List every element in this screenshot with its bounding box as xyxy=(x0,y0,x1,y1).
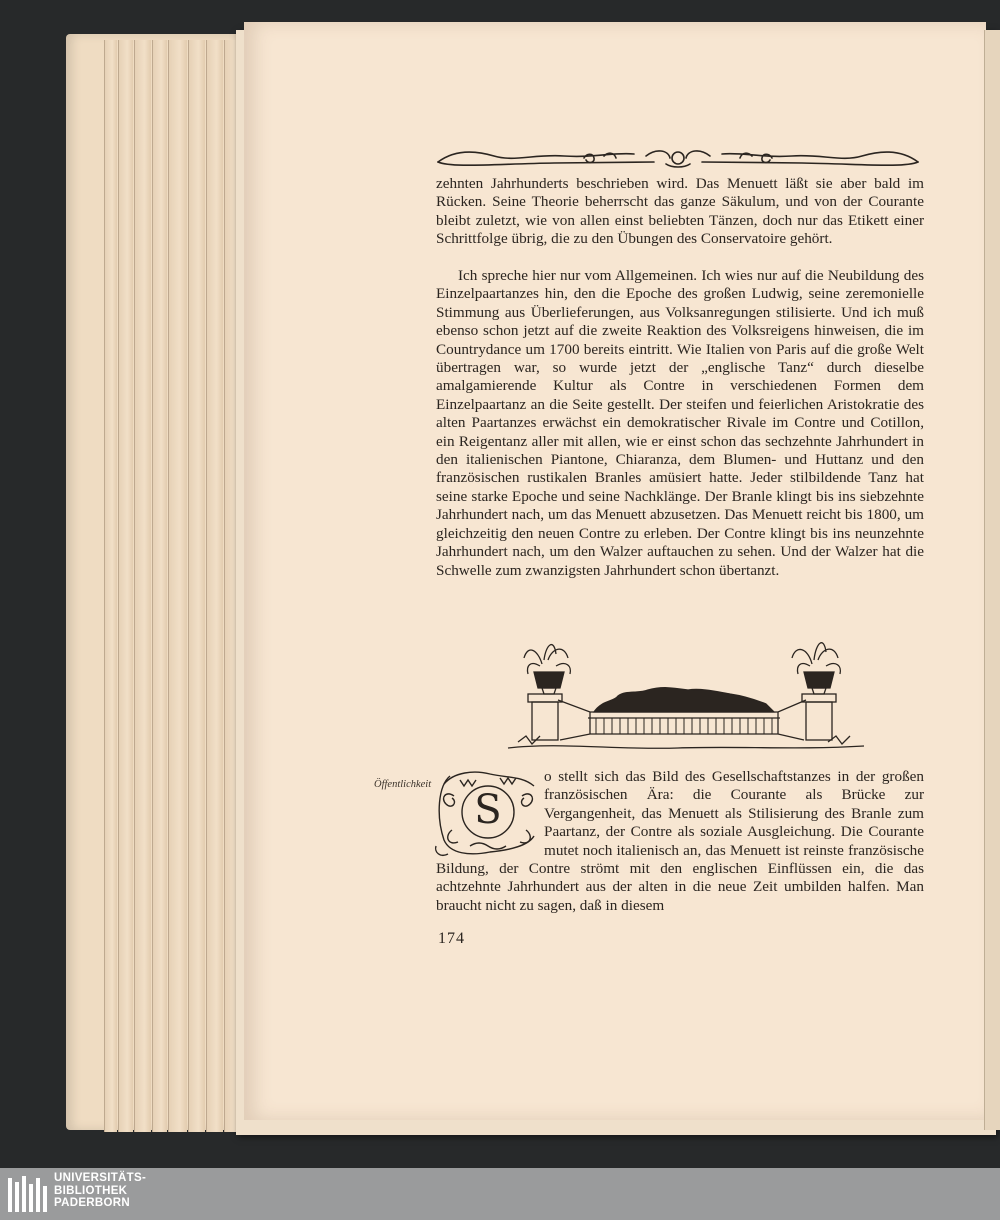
page-stack-edge xyxy=(104,40,117,1132)
page-stack-edge xyxy=(206,40,223,1132)
body-paragraph-text: o stellt sich das Bild des Gesellschaftstanzes in der großen französischen Ära: die Courante als Brücke zur Vergangenheit, das Menuett als Stilisierung des Branle zum Paartanz, der Contre als soziale Ausgleichung. Die Courante mutet noch italienisch an, das Menuett ist reinste französische Bildung, der Contre strömt mit den englischen Einflüssen ein, die das achtzehnte Jahrhundert aus der alten in die neue Zeit umbilden halfen. Man braucht nicht zu sagen, daß in diesem xyxy=(436,768,924,914)
floral-headband-ornament-icon xyxy=(434,146,922,172)
page-stack-edge xyxy=(134,40,151,1132)
next-page-edge xyxy=(984,30,1000,1130)
page-number: 174 xyxy=(438,930,465,947)
dropcap-letter: S xyxy=(474,787,502,833)
logo-line: BIBLIOTHEK xyxy=(54,1184,128,1197)
page-stack-edge xyxy=(152,40,167,1132)
page-stack-edge xyxy=(118,40,133,1132)
logo-line: PADERBORN xyxy=(54,1197,130,1209)
page-stack-edge xyxy=(188,40,205,1132)
body-paragraph xyxy=(436,768,924,915)
balustrade-garden-illustration-icon xyxy=(498,630,870,758)
page-stack-edge xyxy=(168,40,187,1132)
body-paragraph: Ich spreche hier nur vom Allgemeinen. Ich wies nur auf die Neubildung des Einzelpaartanzes hin, den die Epoche des großen Ludwig, seine zeremonielle Stimmung aus Überlieferungen, aus Volksanregungen stilisierte. Und ich muß ebenso schon jetzt auf die zweite Reaktion des Volksreigens hinweisen, die im Countrydance um 1700 bereits eintritt. Wie Italien von Paris auf die große Welt übertragen war, so wurde jetzt der „englische Tanz“ durch dieselbe amalgamierende Kultur als Contre in verschiedenen Formen dem Einzelpaartanz an die Seite gestellt. Der steifen und feierlichen Aristokratie des alten Paartanzes erwächst ein demokratischer Rivale im Contre und Cotillon, ein Reigentanz aller mit allen, wie er einst schon das sechzehnte Jahrhundert in den italienischen Piantone, Chiaranza, dem Blumen- und Huttanz und den französischen rustikalen Branles amüsiert hatte. Jeder stilbildende Tanz hat seine starke Epoche und seine Nachklänge. Der Branle klingt bis ins siebzehnte Jahrhundert nach, um das Menuett abzusetzen. Das Menuett reicht bis 1800, um gleichzeitig den neuen Contre zu erleben. Der Contre klingt bis ins neunzehnte Jahrhundert nach, um den Walzer auftauchen zu sehen. Und der Walzer hat die Schwelle zum zwanzigsten Jahrhundert schon übertanzt. xyxy=(436,267,924,579)
library-footer xyxy=(0,1168,1000,1220)
logo-line: UNIVERSITÄTS- xyxy=(54,1172,147,1184)
dropcap xyxy=(430,766,540,858)
library-logo-icon xyxy=(6,1172,50,1216)
body-paragraph: zehnten Jahrhunderts beschrieben wird. Das Menuett läßt sie aber bald im Rücken. Seine Theorie beherrscht das ganze Säkulum, und von der Courante bleibt zuletzt, wie von allen einst beliebten Tänzen, doch nur das Etikett einer Schrittfolge übrig, die zu den Übungen des Conservatoire gehört. xyxy=(436,175,924,248)
library-logo-text xyxy=(54,1172,146,1210)
margin-note: Öffentlichkeit xyxy=(374,779,432,790)
